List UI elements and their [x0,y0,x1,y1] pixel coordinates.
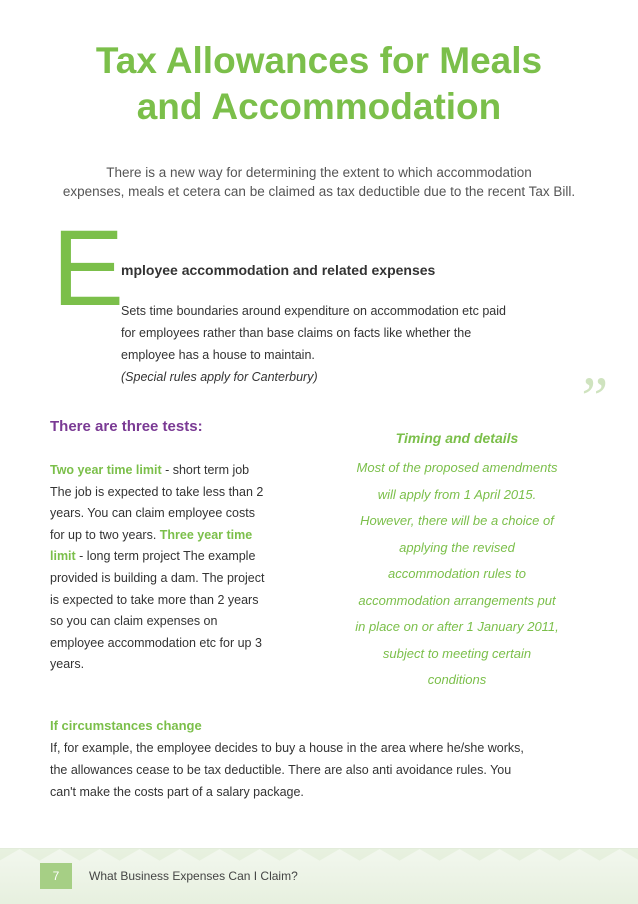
title-line-1: Tax Allowances for Meals [95,40,543,81]
employee-body-line: employee has a house to maintain. [121,348,315,362]
circumstances-line: the allowances cease to be tax deductible. There are also anti avoidance rules. You [50,763,512,777]
three-year-text: so you can claim expenses on [50,614,218,629]
three-year-label: Three year time [159,527,253,542]
two-year-label: Two year time limit [50,463,162,477]
title-line-2: and Accommodation [136,86,502,127]
employee-body-line: for employees rather than base claims on facts like whether the [121,326,472,340]
three-year-text: provided is building a dam. The project [50,570,265,585]
three-year-text: - long term project The example [75,549,256,564]
circumstances-line: can't make the costs part of a salary package. [50,785,304,799]
intro-line-1: There is a new way for determining the extent to which accommodation [106,165,532,180]
intro-line-2: expenses, meals et cetera can be claimed as tax deductible due to the recent Tax Bill. [62,184,576,199]
timing-line: However, there will be a choice of [360,513,554,528]
circumstances-line: If, for example, the employee decides to buy a house in the area where he/she works, [50,741,524,755]
employee-section-heading: mployee accommodation and related expenses [121,262,436,278]
two-year-text: - short term job [161,463,250,477]
three-year-text: years. [50,657,85,672]
tests-body [50,460,298,676]
timing-callout [330,455,584,694]
canterbury-note: (Special rules apply for Canterbury) [121,370,318,384]
timing-line: applying the revised [399,539,515,555]
page-number: 7 [40,863,72,889]
drop-cap: E [52,207,125,328]
three-year-text: employee accommodation etc for up 3 [50,635,262,650]
timing-line: accommodation rules to [387,566,526,581]
timing-line: Most of the proposed amendments [356,460,558,475]
two-year-text: years. You can claim employee costs [50,506,255,521]
three-year-label: limit [50,549,76,564]
two-year-text: for up to two years. [50,527,160,542]
timing-heading: Timing and details [395,430,519,446]
footer-title: What Business Expenses Can I Claim? [89,869,298,883]
timing-line: will apply from 1 April 2015. [377,486,537,502]
page-title [0,38,638,130]
timing-line: accommodation arrangements put [358,592,556,608]
page-footer [0,848,638,904]
three-year-text: is expected to take more than 2 years [50,592,259,607]
employee-body-line: Sets time boundaries around expenditure on accommodation etc paid [121,304,506,318]
intro-paragraph [20,163,618,201]
timing-line: conditions [427,672,487,687]
timing-line: in place on or after 1 January 2011, [355,619,559,634]
timing-line: subject to meeting certain [382,645,532,661]
quote-mark-icon: ” [575,365,609,431]
two-year-text: The job is expected to take less than 2 [50,484,264,499]
employee-section-body [121,300,581,388]
tests-heading: There are three tests: [50,418,203,435]
circumstances-body [50,737,610,803]
circumstances-heading: If circumstances change [50,718,202,733]
